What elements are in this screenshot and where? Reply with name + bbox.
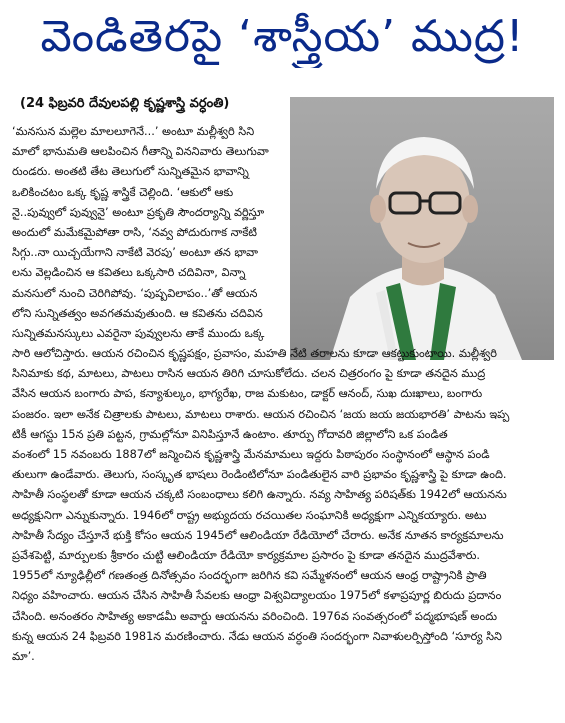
body-line: వంశంలో 15 నవంబరు 1887లో జన్మించిన కృష్ణశాస్త్రి మేనమామలు ఇద్దరు పిఠాపురం సంస్థానంలో ఆస్థాన పండి — [12, 448, 490, 461]
body-line: 1955లో న్యూఢిల్లీలో గణతంత్ర దినోత్సవం సందర్భంగా జరిగిన కవి సమ్మేళనంలో ఆయన ఆంధ్ర రాష్ట్రానికి ప్రాతి — [12, 569, 487, 583]
body-line: లను వెల్లడించిన ఆ కవితలు ఒక్కసారి చదివినా, విన్నా — [12, 266, 246, 280]
body-line: టికీ ఆగస్టు 15న ప్రతి పట్టన, గ్రామల్లోనూ వినిపిస్తూనే ఉంటాం. తూర్పు గోదావరి జిల్లాలోని ఒక పండిత — [12, 427, 448, 441]
headline: వెండితెరపై ‘శాస్త్రీయ’ ముద్ర! — [40, 11, 525, 62]
body-line: ‘మనసున మల్లెల మాలలూగెనే...’ అంటూ మల్లీశ్వరి సిని — [12, 125, 255, 138]
body-line: సినిమాకు కథ, మాటలు, పాటలు రాసిన ఆయన తిరిగి చూసుకోలేదు. చలన చిత్రరంగం పై కూడా తనదైన ముద్ర — [12, 367, 486, 381]
subtitle: (24 ఫిబ్రవరి దేవులపల్లి కృష్ణశాస్త్రి వర్ధంతి) — [20, 96, 230, 111]
body-line: చేసింది. అనంతరం సాహిత్య అకాడమీ అవార్డు ఆయనను వరించింది. 1976వ సంవత్సరంలో పద్మభూషణ్ అందు — [12, 609, 498, 623]
body-line: మనసులో నుంచి చెరిగిపోవు. ‘పుష్పవిలాపం..’తో ఆయన — [12, 286, 258, 300]
body-line: ఒలికించటం ఒక్క కృష్ణ శాస్త్రికే చెల్లింది. ‘ఆకులో ఆకు — [12, 185, 234, 199]
body-line: రుండరు. అంతటి తేట తెలుగులో సున్నితమైన భావాన్ని — [12, 165, 249, 179]
body-line: సున్నితమనస్కులు ఎవరైనా పువ్వులను తాకే ముందు ఒక్క — [12, 326, 265, 340]
body-line: వేసిన ఆయన బంగారు పాప, కన్యాశుల్కం, భాగ్యరేఖ, రాజ మకుటం, డాక్టర్ ఆనంద్, సుఖ దుఃఖాలు, బంగారు — [12, 387, 483, 401]
body-line: కున్న ఆయన 24 ఫిబ్రవరి 1981న మరణించారు. నేడు ఆయన వర్ధంతి సందర్భంగా నివాళులర్పిస్తోంది ‘సూర్య సిని — [12, 629, 502, 643]
body-line: అధ్యక్షునిగా ఎన్నుకున్నారు. 1946లో రాష్ట్ర అభ్యుదయ రచయితల సంఘానికి అధ్యక్షుగా ఎన్నికయ్యారు. అటు — [12, 508, 487, 522]
body-line: పంజరం. ఇలా అనేక చిత్రాలకు పాటలు, మాటలు రాశారు. ఆయన రచించిన ‘జయ జయ జయభారతి’ పాటను ఇప్ప — [12, 407, 510, 421]
body-line: లోని సున్నితత్వం అవగతమవుతుంది. ఆ కవితను చదివిన — [12, 306, 263, 320]
body-line: సిగ్గు..నా యిచ్చయేగాని నాకేటి వెరపు’ అంటూ తన భావా — [12, 246, 258, 260]
body-line: అందులో మమేకమైపోతా రాసి, ‘నవ్వ పోదురుగాక నాకేటి — [12, 225, 257, 239]
body-line: సారి ఆలోచిస్తారు. ఆయన రచించిన కృష్ణపక్షం, ప్రవాసం, మహతి నేటి తరాలను కూడా ఆకట్టుకుంటాయి. మల్లీశ్వరి — [12, 347, 497, 361]
body-line: సాహితీ సేద్యం చేస్తూనే భుక్తి కోసం ఆయన 1945లో ఆలిండియా రేడియోలో చేరారు. అనేక నూతన కార్యక్రమాలను — [12, 528, 504, 542]
body-line: సాహితీ సంస్థలతో కూడా ఆయన చక్కటి సంబంధాలు కలిగి ఉన్నారు. నవ్య సాహిత్య పరిషత్‌కు 1942లో ఆయనను — [12, 488, 507, 502]
body-line: నిధ్యం వహించారు. ఆయన చేసిన సాహితీ సేవలకు ఆంధ్రా విశ్వవిద్యాలయం 1975లో కళాప్రపూర్ణ బిరుదు ప్రదానం — [12, 589, 502, 603]
body-line: తులుగా ఉండేవారు. తెలుగు, సంస్కృత భాషలు రెండింటిలోనూ పండితులైన వారి ప్రభావం కృష్ణశాస్త్రి పై కూడా ఉంది. — [12, 468, 507, 482]
body-line: మా’. — [12, 649, 35, 663]
body-line: మాలో భానుమతి ఆలపించిన గీతాన్ని విననివారు తెలుగువా — [12, 145, 269, 159]
body-line: నై..పువ్వులో పువ్వునై’ అంటూ ప్రకృతి సౌందర్యాన్ని వర్ణిస్తూ — [12, 205, 265, 219]
article-body — [12, 122, 555, 667]
body-line: ప్రవేశపెట్టి, మార్పులకు శ్రీకారం చుట్టి ఆలిండియా రేడియో కార్యక్రమాల ప్రసారం పై కూడా తనదైన ముద్రవేశారు. — [12, 548, 480, 562]
